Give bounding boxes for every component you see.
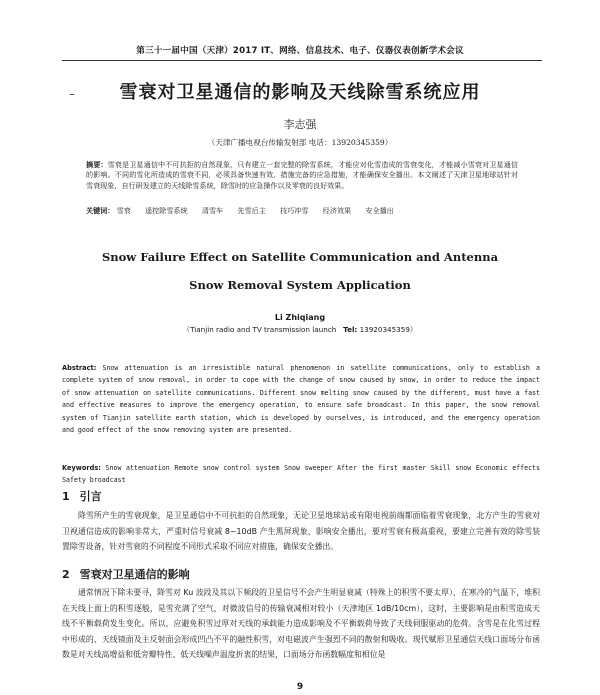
section-1-body: 降雪所产生的雪衰现象，是卫星通信中不可抗拒的自然现象，无论卫星地球站或有限电视前端都面临着雪衰现象，北方产生的雪衰对卫视通信造成的影响非常大，严重时信号衰减 8~10dB 产生黑屏现象，影响安全播出，要对雪衰有极高重视，要建立完善有效的除雪装置除雪设备，针对雪衰的不同程度不同形式采取不同应对措施，确保安全播出。 (62, 511, 540, 552)
english-keywords-label: Keywords: (62, 464, 101, 472)
running-header: 第三十一届中国（天津）2017 IT、网络、信息技术、电子、仪器仪表创新学术会议 (136, 46, 464, 56)
chinese-author: 李志强 (283, 118, 317, 131)
section-title: 雪衰对卫星通信的影响 (79, 568, 190, 581)
section-2-body: 通常情况下除未要寻，降雪对 Ku 波段及其以下频段的卫星信号不会产生明显衰减（特殊上的积雪不要太厚），在寒冷的气温下，堆积在天线上面上的积雪逐般，是雪充满了空气，对微波信号的传输衰减相对较小（天津地区 1dB/10cm），这时，主要影响是由积雪造成天线不平衡载荷发生变化。所以，应避免积雪过厚对天线的承载能力造成影响及不平衡载荷导致了天线伺服驱动的危荷。含雪是在化雪过程中形成的、天线镜面及主反射面会形成凹凸不平的融性积雪，对电磁波产生强烈不同的散射和吸收。现代赋形卫星通信天线口面场分布函数是对天线高增益和低旁瓣特性、低天线噪声温度折衷的结果，口面场分布函数幅度和相位是 (62, 588, 540, 660)
chinese-keyword: 先雪后主 (237, 206, 266, 215)
chinese-keywords-label: 关键词： (86, 206, 115, 215)
chinese-keyword: 雪衰 (116, 206, 131, 215)
chinese-keyword: 技巧冲雪 (280, 206, 309, 215)
page-number: 9 (296, 682, 304, 692)
chinese-keyword: 遥控除雪系统 (145, 206, 188, 215)
section-number: 1 (62, 490, 70, 503)
english-keywords-text: Snow attenuation Remote snow control system Snow sweeper After the first master Skill snow Economic effects Safety broadcast (62, 464, 540, 485)
english-title-line-2: Snow Removal System Application (189, 278, 411, 292)
chinese-abstract (86, 160, 518, 202)
chinese-keyword: 清雪车 (201, 206, 224, 215)
english-abstract (62, 362, 540, 462)
english-title-line-1: Snow Failure Effect on Satellite Communication and Antenna (101, 250, 499, 264)
chinese-abstract-label: 摘要： (86, 160, 108, 169)
english-abstract-text: Snow attenuation is an irresistible natural phenomenon in satellite communications, only to establish a complete system of snow removal, in order to cope with the change of snow caused by snow, in order to reduce the impact of snow attenuation on satellite communications. Different snow melting snow caused by the different, must have a fast and effective measures to improve the emergency operation, to ensure safe broadcast. In this paper, the snow removal system of Tianjin satellite earth station, which is developed by ourselves, is introduced, and the emergency operation and good effect of the snow removing system are presented. (62, 364, 540, 435)
section-number: 2 (62, 568, 70, 581)
section-title: 引言 (79, 490, 102, 503)
english-abstract-label: Abstract: (62, 364, 97, 372)
chinese-keyword: 安全播出 (365, 206, 394, 215)
section-2-heading (62, 566, 190, 582)
english-affiliation-org: （Tianjin radio and TV transmission launch (182, 325, 337, 334)
english-author: Li Zhiqiang (274, 313, 326, 322)
english-keywords (62, 462, 540, 487)
english-tel: 13920345359） (359, 325, 418, 334)
chinese-abstract-text: 雪衰是卫星通信中不可抗拒的自然现象，只有建立一套完整的除雪系统，才能应对化雪造成的雪衰变化，才能减小雪衰对卫星通信的影响。不同的雪化所造成的雪衰不同，必须具备快速有效、措施完备的应急措施，才能确保安全播出。本文阐述了天津卫星地球站针对雪衰现象，自行研发建立的天线除雪系统，除雪时的应急操作以及零衰的良好效果。 (86, 160, 518, 190)
chinese-title: 雪衰对卫星通信的影响及天线除雪系统应用 (119, 82, 481, 103)
header-rule (62, 60, 542, 61)
english-tel-label: Tel: (343, 325, 358, 334)
english-affiliation (0, 325, 600, 335)
section-1-heading (62, 488, 102, 504)
chinese-affiliation: （天津广播电视台传输发射部 电话：13920345359） (207, 138, 393, 147)
chinese-keyword: 经济效果 (322, 206, 352, 215)
chinese-keywords (86, 206, 518, 216)
